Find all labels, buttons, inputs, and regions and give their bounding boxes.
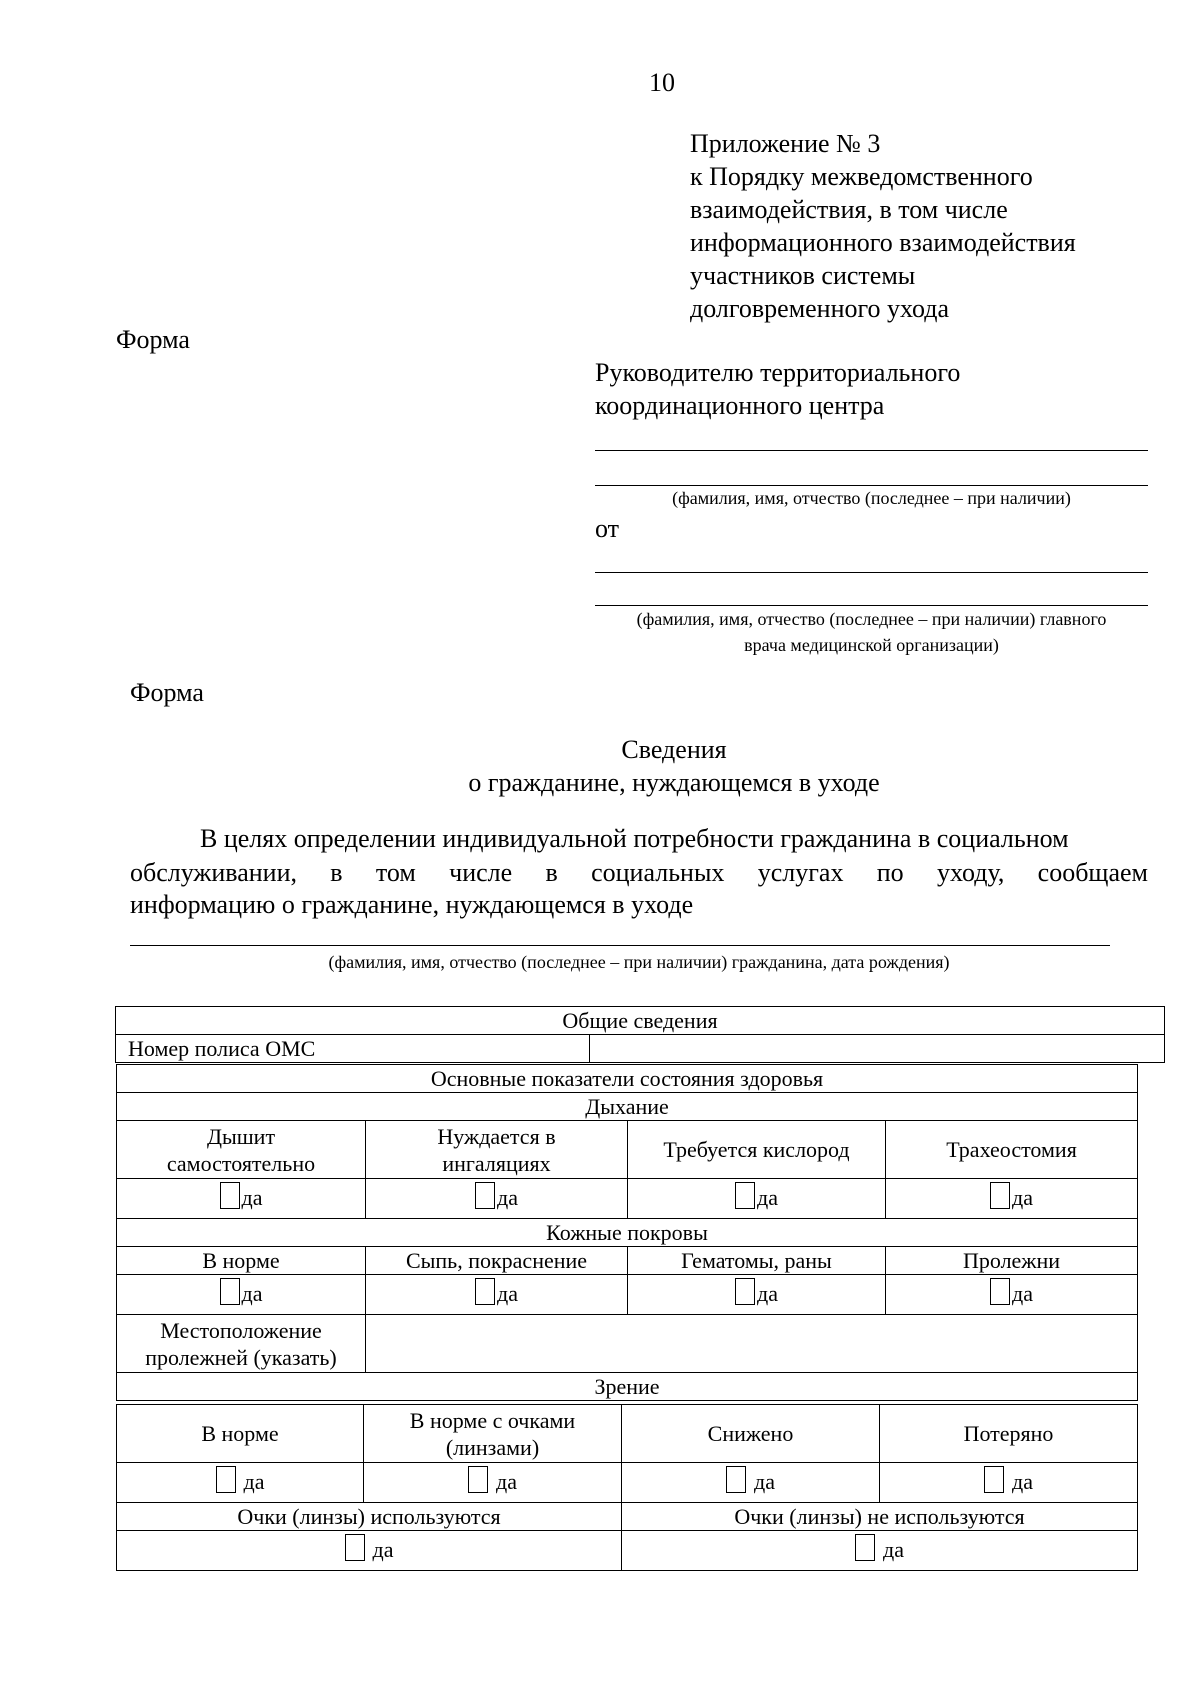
intro-word: социальных [591,858,725,887]
skin-header: Кожные покровы [117,1219,1138,1247]
checkbox-label: да [1012,1469,1033,1494]
cell-line: Требуется кислород [663,1137,850,1162]
breathing-header: Дыхание [117,1093,1138,1121]
skin-col-header: В норме [117,1247,366,1275]
skin-col-header: Гематомы, раны [628,1247,886,1275]
checkbox-label: да [241,1281,263,1306]
cell-line: Дышит [206,1123,276,1149]
appendix-block [690,127,1076,325]
checkbox-square[interactable] [345,1534,365,1561]
vision-col-header [880,1405,1138,1463]
glasses-used-label: Очки (линзы) используются [117,1503,622,1531]
cell-line: В норме [201,1421,279,1446]
intro-word: сообщаем [1037,858,1148,887]
skin-col-header: Пролежни [886,1247,1138,1275]
checkbox-square[interactable] [220,1182,240,1209]
checkbox-cell [117,1531,622,1571]
checkbox-label: да [372,1537,394,1562]
intro-justified-line [130,856,1148,889]
vision-col-header [364,1405,622,1463]
intro-word: по [876,858,904,887]
cell-line: Снижено [707,1421,794,1446]
sender-name-line[interactable] [595,572,1148,573]
checkbox[interactable] [220,1278,263,1305]
checkbox-square[interactable] [735,1182,755,1209]
checkbox-label: да [754,1469,775,1494]
checkbox-label: да [497,1185,518,1210]
cell-line: Трахеостомия [946,1137,1077,1162]
health-table [116,1064,1138,1401]
addressee-block [595,356,960,422]
checkbox-label: да [757,1185,778,1210]
cell-line: Нуждается в [437,1123,556,1149]
checkbox-cell [886,1179,1138,1219]
intro-word: числе [449,858,513,887]
vision-col-header [622,1405,880,1463]
cell-line: Местоположение [160,1317,322,1343]
checkbox-label: да [1012,1281,1033,1306]
checkbox-cell [117,1275,366,1315]
addressee-caption: (фамилия, имя, отчество (последнее – при наличии) [672,488,1071,508]
checkbox-label: да [1012,1185,1033,1210]
bedsore-location-label [117,1315,366,1373]
vision-header: Зрение [117,1373,1138,1401]
checkbox-label: да [241,1185,263,1210]
document-title [130,733,1200,799]
checkbox-label: да [883,1537,904,1562]
form-label: Форма [130,678,204,707]
checkbox-cell [117,1179,366,1219]
sender-caption-line: (фамилия, имя, отчество (последнее – при наличии) главного [636,609,1107,629]
health-header: Основные показатели состояния здоровья [117,1065,1138,1093]
intro-word: обслуживании, [130,858,297,887]
checkbox[interactable] [475,1278,518,1305]
checkbox-label: да [757,1281,778,1306]
cell-line: В норме с очками [409,1407,576,1433]
checkbox-square[interactable] [468,1466,488,1493]
checkbox-square[interactable] [990,1278,1010,1305]
checkbox[interactable] [216,1466,265,1493]
appendix-line: Приложение № 3 [690,129,881,158]
glasses-not-used-label: Очки (линзы) не используются [622,1503,1138,1531]
checkbox-square[interactable] [216,1466,236,1493]
appendix-line: долговременного ухода [690,294,950,323]
checkbox[interactable] [468,1466,517,1493]
breathing-col-header [366,1121,628,1179]
breathing-col-header [886,1121,1138,1179]
form-label: Форма [116,325,190,354]
cell-line: самостоятельно [166,1150,316,1176]
checkbox-cell [628,1179,886,1219]
cell-line: (линзами) [445,1434,540,1460]
cell-line: пролежней (указать) [145,1344,337,1370]
sender-caption [595,606,1148,658]
bedsore-location-input[interactable] [366,1315,1138,1373]
checkbox-square[interactable] [984,1466,1004,1493]
cell-line: Потеряно [963,1421,1054,1446]
intro-line: информацию о гражданине, нуждающемся в уходе [130,890,694,919]
cell-line: ингаляциях [442,1150,551,1176]
sender-caption-line: врача медицинской организации) [744,635,999,655]
checkbox-label: да [496,1469,517,1494]
breathing-col-header [628,1121,886,1179]
vision-table [116,1404,1138,1571]
checkbox-square[interactable] [855,1534,875,1561]
checkbox[interactable] [855,1534,904,1561]
appendix-line: к Порядку межведомственного [690,162,1033,191]
appendix-line: взаимодействия, в том числе [690,195,1008,224]
checkbox[interactable] [735,1278,778,1305]
oms-label: Номер полиса ОМС [116,1035,590,1063]
checkbox-square[interactable] [475,1182,495,1209]
title-line: о гражданине, нуждающемся в уходе [468,768,880,797]
checkbox-label: да [243,1469,265,1494]
checkbox[interactable] [990,1182,1033,1209]
vision-col-header [117,1405,364,1463]
checkbox-cell [628,1275,886,1315]
intro-line: В целях определении индивидуальной потребности гражданина в социальном [200,824,1069,853]
checkbox-cell [364,1463,622,1503]
checkbox-square[interactable] [220,1278,240,1305]
skin-col-header: Сыпь, покраснение [366,1247,628,1275]
checkbox-cell [366,1275,628,1315]
intro-word: в [545,858,558,887]
from-label: от [595,514,620,543]
oms-input[interactable] [590,1035,1165,1063]
checkbox-square[interactable] [990,1182,1010,1209]
title-line: Сведения [621,735,727,764]
intro-word: уходу, [936,858,1005,887]
citizen-caption: (фамилия, имя, отчество (последнее – при наличии) гражданина, дата рождения) [328,952,950,972]
general-header: Общие сведения [116,1007,1165,1035]
checkbox-cell [622,1463,880,1503]
checkbox-square[interactable] [735,1278,755,1305]
checkbox[interactable] [735,1182,778,1209]
checkbox[interactable] [984,1466,1033,1493]
citizen-name-line[interactable] [130,945,1110,946]
appendix-line: информационного взаимодействия [690,228,1076,257]
intro-word: том [375,858,416,887]
checkbox-cell [880,1463,1138,1503]
checkbox[interactable] [475,1182,518,1209]
checkbox-label: да [497,1281,518,1306]
checkbox-square[interactable] [475,1278,495,1305]
checkbox-cell [366,1179,628,1219]
checkbox-cell [622,1531,1138,1571]
appendix-line: участников системы [690,261,916,290]
checkbox-cell [117,1463,364,1503]
checkbox[interactable] [220,1182,263,1209]
addressee-line: Руководителю территориального [595,358,961,387]
page-number: 10 [649,68,675,97]
intro-word: услугах [757,858,844,887]
checkbox[interactable] [726,1466,775,1493]
checkbox[interactable] [345,1534,394,1561]
checkbox-cell [886,1275,1138,1315]
breathing-col-header [117,1121,366,1179]
general-table [115,1006,1165,1063]
addressee-line: координационного центра [595,391,885,420]
checkbox[interactable] [990,1278,1033,1305]
addressee-name-line[interactable] [595,450,1148,451]
intro-word: в [330,858,343,887]
checkbox-square[interactable] [726,1466,746,1493]
